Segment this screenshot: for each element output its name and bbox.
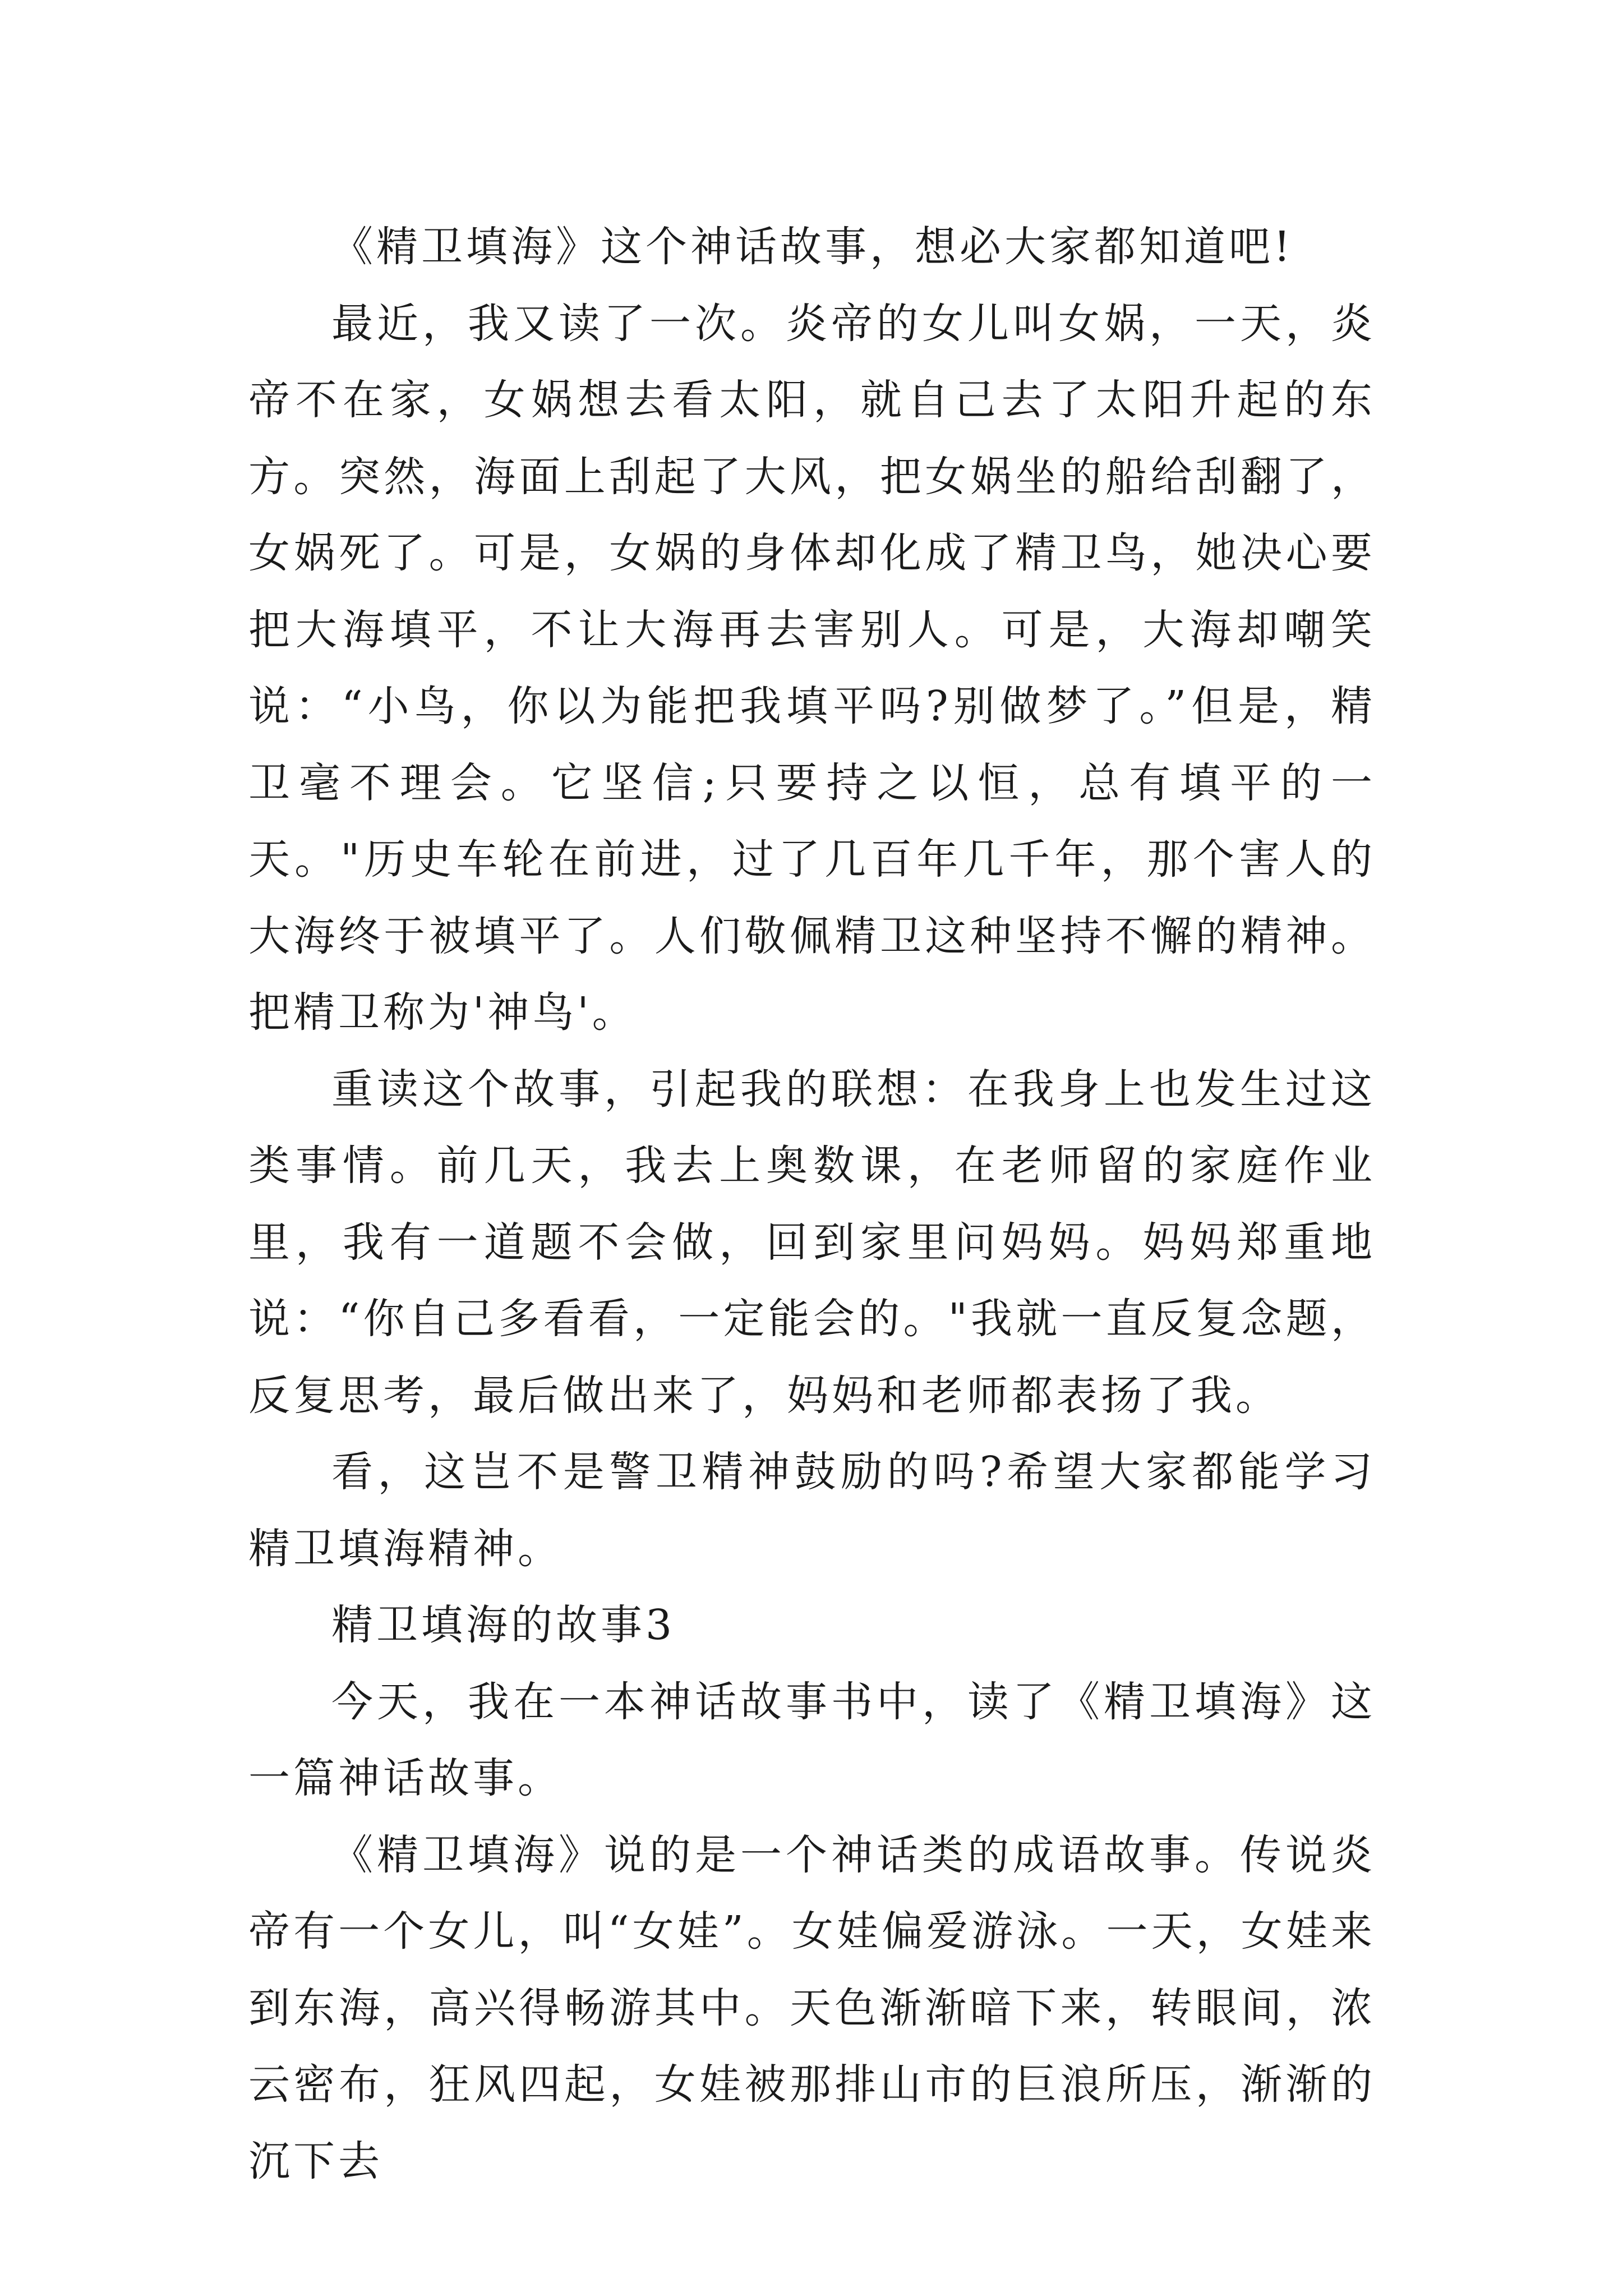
section-heading: 精卫填海的故事3 [331, 1601, 676, 1649]
paragraph-conclusion: 看，这岂不是警卫精神鼓励的吗?希望大家都能学习精卫填海精神。 [248, 1448, 1376, 1573]
paragraph-section3-intro: 今天，我在一本神话故事书中，读了《精卫填海》这一篇神话故事。 [248, 1677, 1376, 1802]
paragraph-intro: 《精卫填海》这个神话故事，想必大家都知道吧! [331, 223, 1294, 271]
paragraph-story-retelling: 最近，我又读了一次。炎帝的女儿叫女娲，一天，炎帝不在家，女娲想去看太阳，就自己去了太阳升起的东方。突然，海面上刮起了大风，把女娲坐的船给刮翻了，女娲死了。可是，女娲的身体却化成了精卫鸟，她决心要把大海填平，不让大海再去害别人。可是，大海却嘲笑说：“小鸟，你以为能把我填平吗?别做梦了。”但是，精卫毫不理会。它坚信;只要持之以恒，总有填平的一天。"历史车轮在前进，过了几百年几千年，那个害人的大海终于被填平了。人们敬佩精卫这种坚持不懈的精神。把精卫称为'神鸟'。 [248, 299, 1376, 1037]
paragraph-personal-reflection: 重读这个故事，引起我的联想：在我身上也发生过这类事情。前几天，我去上奥数课，在老师留的家庭作业里，我有一道题不会做，回到家里问妈妈。妈妈郑重地说：“你自己多看看，一定能会的。"我就一直反复念题，反复思考，最后做出来了，妈妈和老师都表扬了我。 [248, 1065, 1376, 1420]
paragraph-section3-story: 《精卫填海》说的是一个神话类的成语故事。传说炎帝有一个女儿，叫“女娃”。女娃偏爱游泳。一天，女娃来到东海，高兴得畅游其中。天色渐渐暗下来，转眼间，浓云密布，狂风四起，女娃被那排山市的巨浪所压，渐渐的沉下去 [248, 1830, 1376, 2185]
body-text [248, 209, 1376, 2200]
